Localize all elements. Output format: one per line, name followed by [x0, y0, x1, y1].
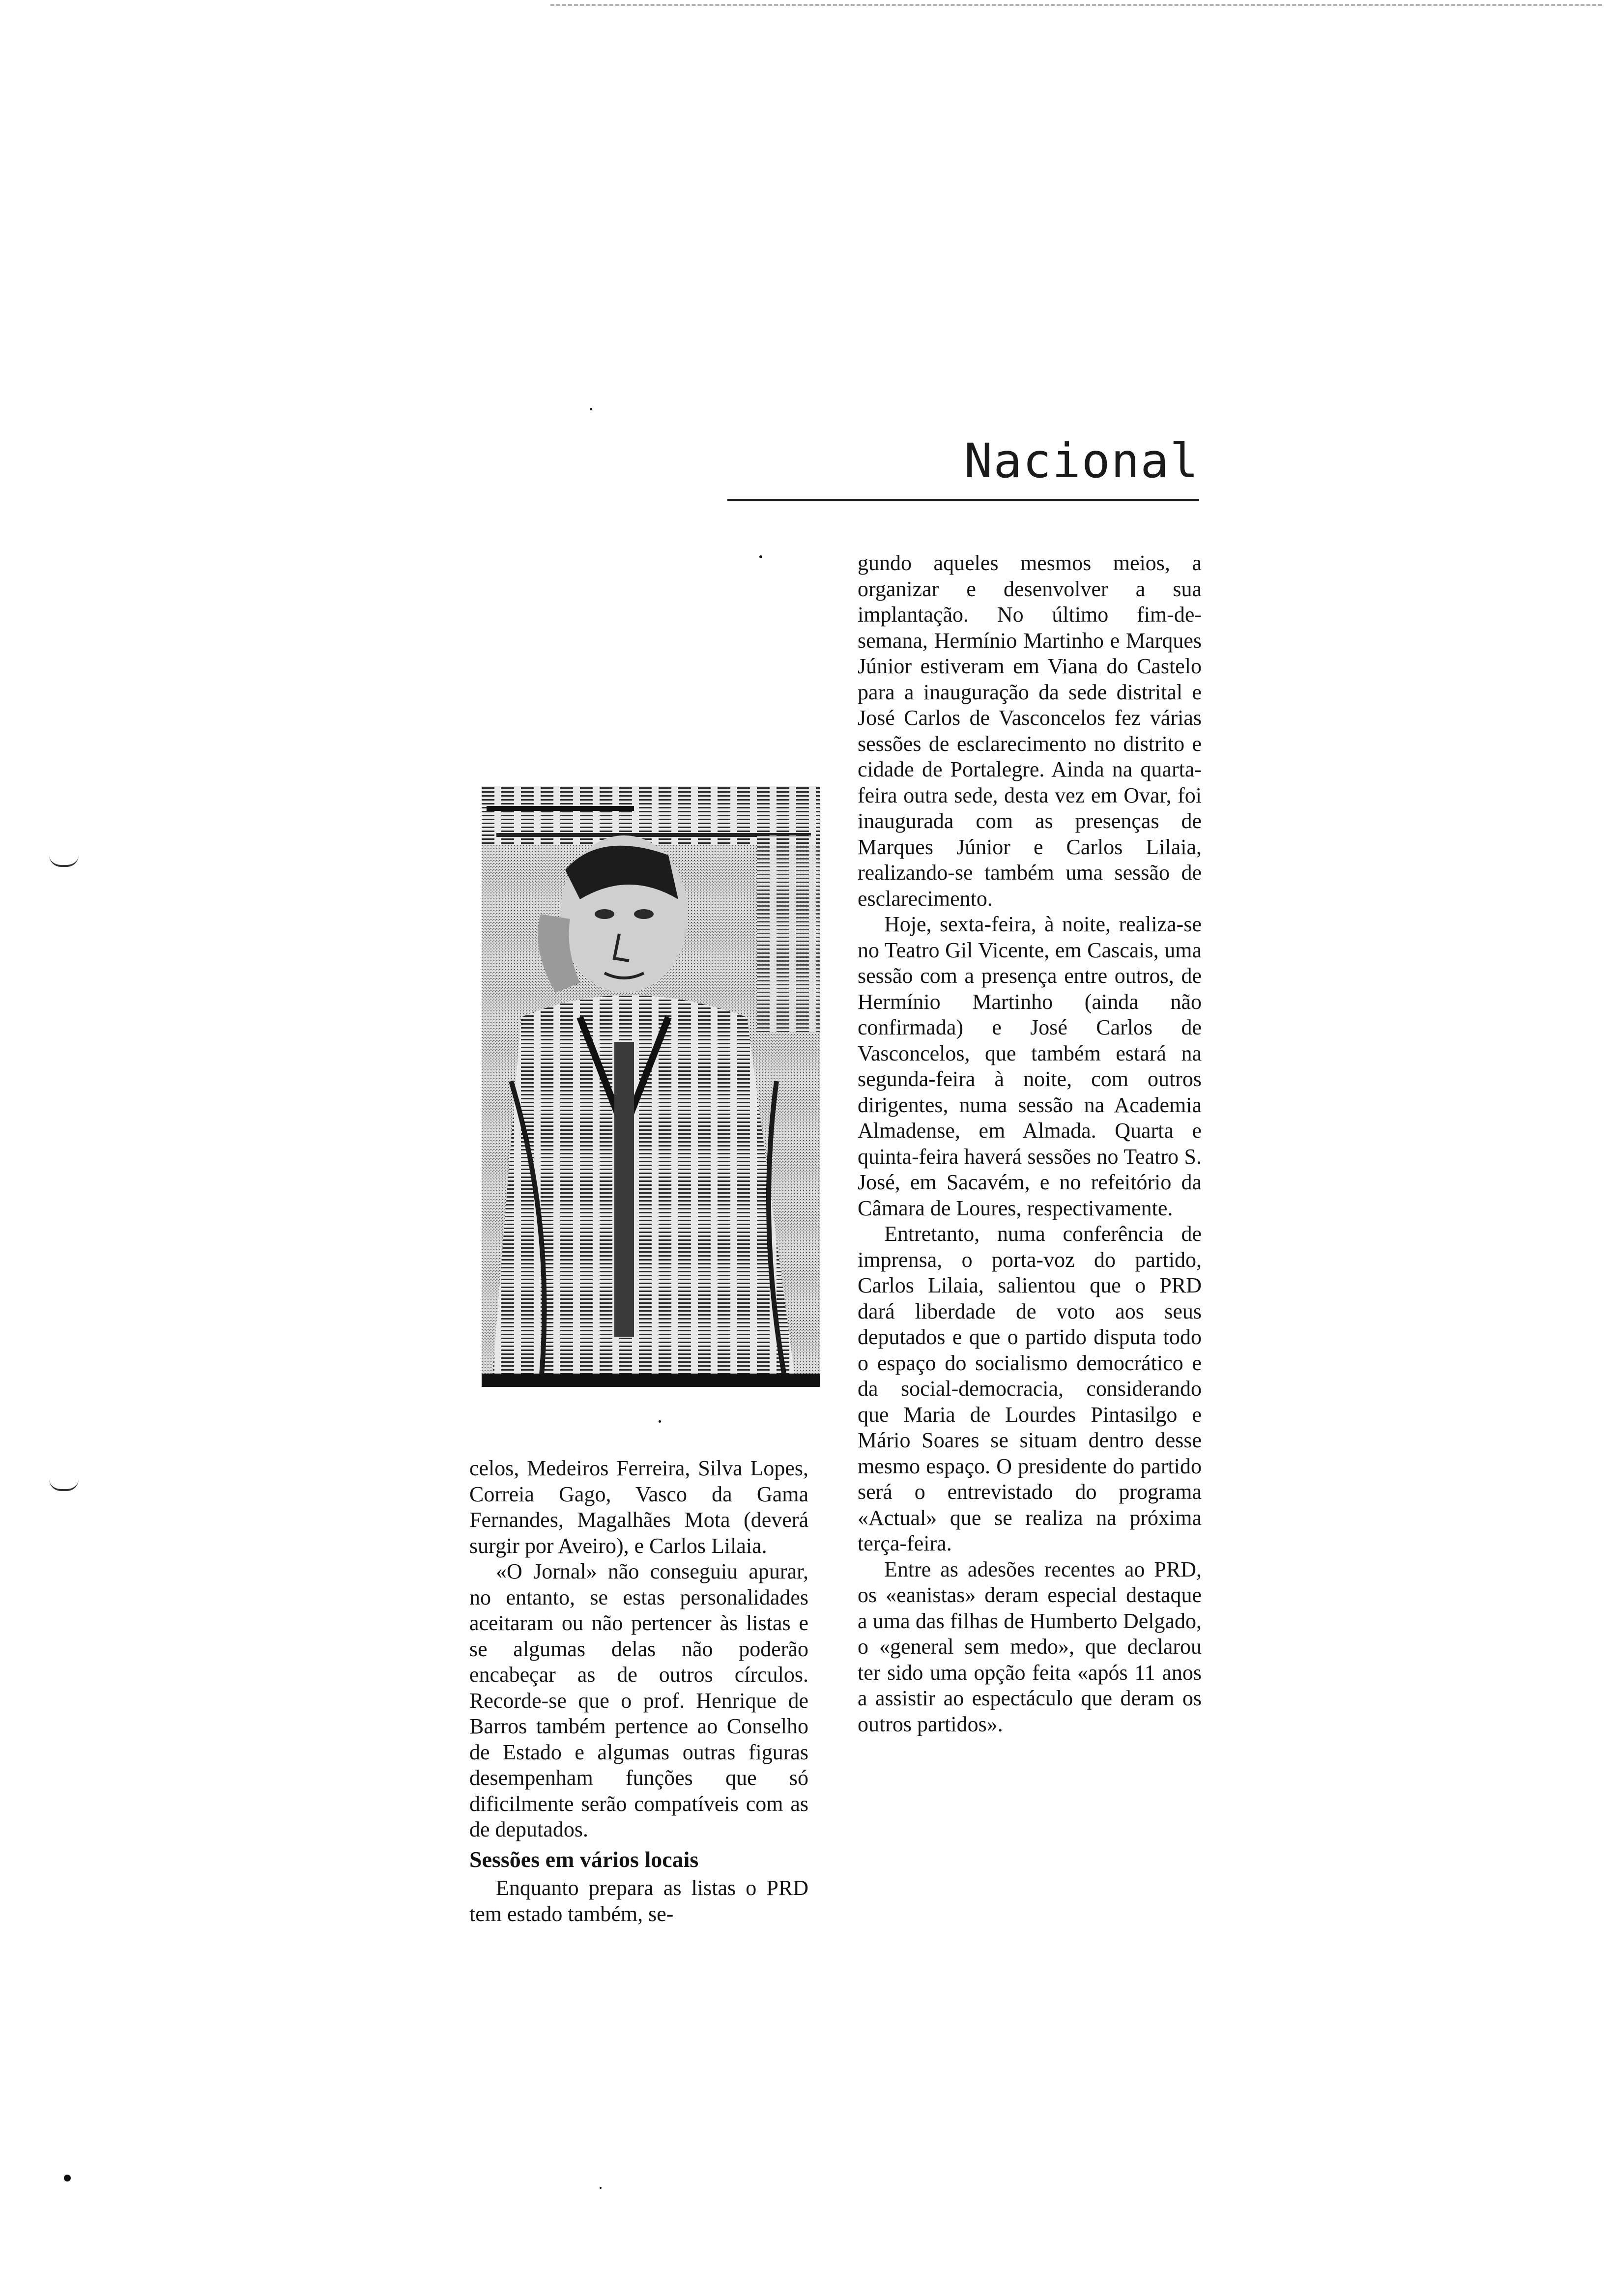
top-edge-rule — [550, 4, 1602, 6]
portrait-photo-icon — [482, 786, 820, 1387]
portrait-photo — [482, 786, 820, 1387]
right-paragraph-3: Entretanto, numa conferência de imprensa, o porta-voz do partido, Carlos Lilaia, salientou que o PRD dará liberdade de voto aos seus deputados e que o partido disputa todo o espaço do socialismo democrático e da social-democracia, considerando que Maria de Lourdes Pintasilgo e Mário Soares se situam dentro desse mesmo espaço. O presidente do partido será o entrevistado do programa «Actual» que se realiza na próxima terça-feira. — [858, 1222, 1202, 1555]
right-paragraph-4: Entre as adesões recentes ao PRD, os «eanistas» deram especial destaque a uma das filhas de Humberto Delgado, o «general sem medo», que declarou ter sido uma opção feita «após 11 anos a assistir ao espectáculo que deram os outros partidos». — [858, 1557, 1202, 1736]
right-column — [858, 550, 1202, 1737]
section-title: Nacional — [964, 433, 1199, 488]
speck — [590, 408, 592, 410]
speck — [600, 2187, 602, 2189]
left-paragraph-1: celos, Medeiros Ferreira, Silva Lopes, Correia Gago, Vasco da Gama Fernandes, Magalhães Mota (deverá surgir por Aveiro), e Carlos Lilaia. — [469, 1456, 808, 1558]
right-paragraph-1: gundo aqueles mesmos meios, a organizar e desenvolver a sua implantação. No último fim-de-semana, Hermínio Martinho e Marques Júnior estiveram em Viana do Castelo para a inauguração da sede distrital e José Carlos de Vasconcelos fez várias sessões de esclarecimento no distrito e cidade de Portalegre. Ainda na quarta-feira outra sede, desta vez em Ovar, foi inaugurada com as presenças de Marques Júnior e Carlos Lilaia, realizando-se também uma sessão de esclarecimento. — [858, 551, 1202, 911]
speck — [64, 2175, 71, 2181]
speck — [659, 1420, 661, 1423]
margin-mark — [49, 855, 79, 867]
section-header — [727, 433, 1199, 506]
left-paragraph-2: «O Jornal» não conseguiu apurar, no entanto, se estas personalidades aceitaram ou não pertencer às listas e se algumas delas não poderão encabeçar as de outros círculos. Recorde-se que o prof. Henrique de Barros também pertence ao Conselho de Estado e algumas outras figuras desempenham funções que só dificilmente serão compatíveis com as de deputados. — [469, 1559, 808, 1841]
subheading: Sessões em vários locais — [469, 1846, 699, 1872]
left-paragraph-3: Enquanto prepara as listas o PRD tem estado também, se- — [469, 1876, 808, 1926]
margin-mark — [49, 1479, 79, 1491]
speck — [759, 555, 762, 558]
section-rule — [727, 499, 1199, 501]
right-paragraph-2: Hoje, sexta-feira, à noite, realiza-se no Teatro Gil Vicente, em Cascais, uma sessão com a presença entre outros, de Hermínio Martinho (ainda não confirmada) e José Carlos de Vasconcelos, que também estará na segunda-feira à noite, com outros dirigentes, numa sessão na Academia Almadense, em Almada. Quarta e quinta-feira haverá sessões no Teatro S. José, em Sacavém, e no refeitório da Câmara de Loures, respectivamente. — [858, 912, 1202, 1220]
left-column — [469, 1456, 808, 1927]
